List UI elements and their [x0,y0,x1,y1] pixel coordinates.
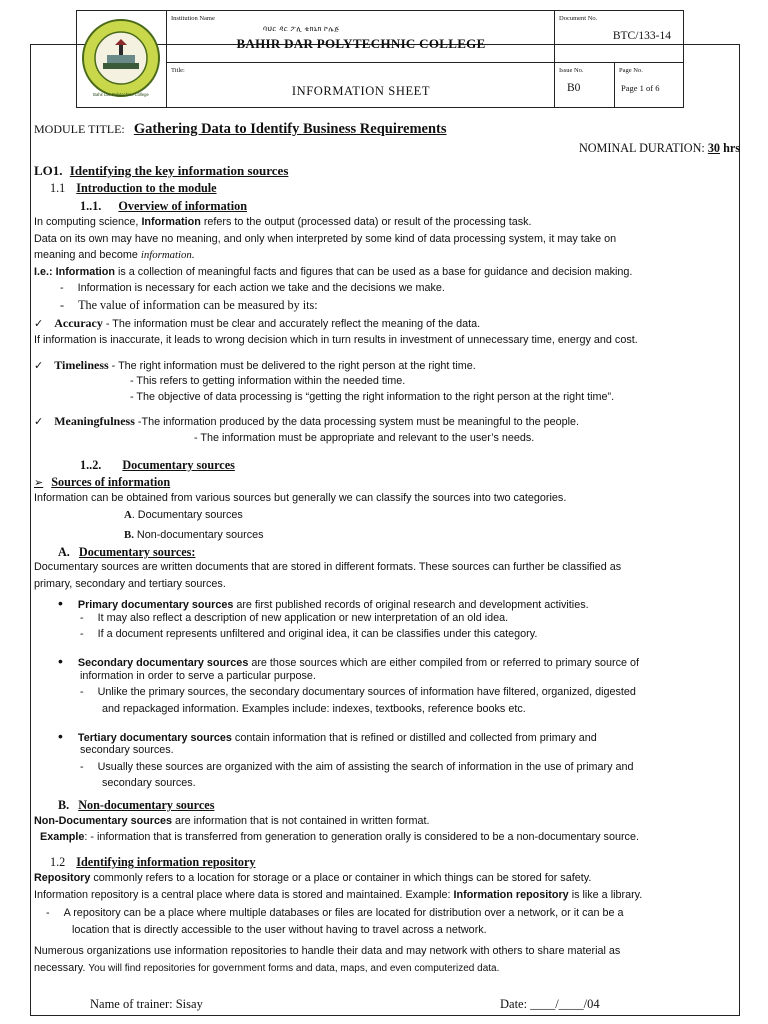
logo-cell [77,11,167,107]
letter: B. [58,798,70,812]
section-1-1-1-title: Overview of information [118,199,247,213]
duration-value: 30 [707,141,721,155]
title-cell [167,63,555,107]
term: Information repository [453,889,569,901]
title: Non-documentary sources [78,798,215,812]
paragraph [34,814,429,828]
documentary-heading [58,544,195,560]
module-title: Gathering Data to Identify Business Requirements [133,121,447,137]
dash-item: - Information is necessary for each action we take and the decisions we make. [60,281,445,295]
text: information. [140,249,195,261]
text: is a collection of meaningful facts and figures that can be used as a base for guidance and decision making. [118,266,633,278]
section-1-1-2-heading [80,457,235,473]
issue-label: Issue No. [559,67,584,74]
text: contain information that is refined or distilled and collected from primary and [234,732,597,744]
sub-point: - The information must be appropriate and relevant to the user’s needs. [194,432,535,444]
document-number-cell [555,11,683,63]
section-1-1-heading [50,180,217,196]
college-name: BAHIR DAR POLYTECHNIC COLLEGE [236,36,486,51]
paragraph: secondary sources. [80,744,174,756]
paragraph: Numerous organizations use information repositories to handle their data and may network with others to share material as [34,945,621,957]
term: Example [40,831,85,843]
paragraph [34,248,195,262]
duration-unit: hrs [723,141,740,155]
letter: A. [58,545,70,559]
section-number: 1..2. [80,458,102,472]
text: : - information that is transferred from generation to generation orally is considered to be a non-documentary source. [84,831,639,843]
text: is like a library. [571,889,643,901]
paragraph: Information can be obtained from various sources but generally we can classify the sources into two categories. [34,492,567,504]
section-title: Documentary sources [122,458,235,472]
document-header [76,10,684,108]
trainer-label: Name of trainer: [90,997,173,1011]
trainer-row [90,996,203,1013]
term: Accuracy [54,316,103,330]
trainer-name: Sisay [175,997,203,1011]
text: . Documentary sources [131,509,243,521]
text: You will find repositories for government forms and data, maps, and even computerized data. [88,963,500,974]
term: Timeliness [54,358,109,372]
section-1-2-heading [50,854,255,870]
paragraph: Documentary sources are written documents that are stored in different formats. These sources can further be classified as [34,561,622,573]
text: commonly refers to a location for storage or a place or container in which things can be stored for safety. [93,872,592,884]
text: refers to the output (processed data) or result of the processing task. [203,216,532,228]
sheet-title: INFORMATION SHEET [291,84,431,98]
module-label: MODULE TITLE: [34,122,125,136]
issue-no: B0 [567,82,581,94]
lo1-number: LO1. [34,163,63,178]
text: -The information produced by the data processing system must be meaningful to the people. [137,416,580,428]
sources-heading: ➢ Sources of information [34,474,170,491]
check-item [34,358,476,374]
paragraph [34,888,642,902]
paragraph: If information is inaccurate, it leads to wrong decision which in turn results in investment of unnecessary time, energy and cost. [34,334,638,346]
paragraph: location that is directly accessible to the user without having to travel across a network. [72,924,487,936]
dash-item: - Unlike the primary sources, the secondary documentary sources of information have filtered, organized, digested [80,685,636,699]
text: Information repository is a central place where data is stored and maintained. Example: [34,889,451,901]
sub-point: - The objective of data processing is “getting the right information to the right person at the right time”. [130,391,615,403]
doc-no: BTC/133-14 [612,30,671,42]
text: meaning and become [34,249,138,261]
term: Secondary documentary sources [77,657,249,669]
paragraph: secondary sources. [102,777,196,789]
bullet-item [58,652,639,670]
term: Meaningfulness [54,414,135,428]
check-item [34,414,579,430]
sub-point: - This refers to getting information within the needed time. [130,375,406,387]
paragraph [40,830,639,844]
dash-item: - If a document represents unfiltered and original idea, it can be classifies under this category. [80,627,537,641]
term: Repository [34,872,91,884]
text: are first published records of original research and development activities. [236,599,589,611]
text: are those sources which are either compiled from or referred to primary source of [251,657,639,669]
title: Documentary sources: [78,545,196,559]
paragraph: Data on its own may have no meaning, and only when interpreted by some kind of data processing system, it may take on [34,233,617,245]
text: Non-documentary sources [136,529,264,541]
category-item [124,508,243,522]
amharic-name: ባህር ዳር ፖሊ ቴክኒክ ኮሌጅ [263,25,340,33]
term: I.e.: [34,266,53,278]
dash-item: - The value of information can be measured by its: [60,297,318,313]
date-row [500,996,600,1013]
paragraph [34,215,532,229]
section-1-1-title: Introduction to the module [76,181,217,195]
dash-item: - A repository can be a place where multiple databases or files are located for distribution over a network, or it can be a [46,906,624,920]
paragraph [34,265,632,279]
section-1-1-1-number: 1..1. [80,199,102,213]
dash-item: - It may also reflect a description of new application or new interpretation of an old idea. [80,611,508,625]
term: Information [141,216,201,228]
module-title-row [34,120,447,139]
text: are information that is not contained in written format. [175,815,430,827]
paragraph: and repackaged information. Examples include: indexes, textbooks, reference books etc. [102,703,526,715]
text: - The information must be clear and accurately reflect the meaning of the data. [105,318,481,330]
date-value: ____/____/04 [530,997,600,1011]
term: Tertiary documentary sources [77,732,232,744]
college-logo [77,11,165,105]
letter: B. [124,529,134,541]
term: Information [55,266,115,278]
dash-item: - Usually these sources are organized with the aim of assisting the search of information in the use of primary and [80,760,634,774]
non-documentary-heading [58,797,214,813]
page-label: Page No. [619,67,643,74]
paragraph [34,961,499,975]
page-no: Page 1 of 6 [621,83,660,93]
term: Primary documentary sources [77,599,234,611]
letter: A [124,509,132,521]
section-title: Identifying information repository [76,855,256,869]
duration-label: NOMINAL DURATION: [578,141,705,155]
check-item [34,316,480,332]
logo-ring-text: Bahir Dar Polytechnic College [93,92,149,97]
title-label: Title: [171,67,185,74]
paragraph: information in order to serve a particular purpose. [80,670,316,682]
duration-row [579,140,740,156]
section-1-1-number: 1.1 [50,181,66,195]
text: - The right information must be delivered to the right person at the right time. [111,360,476,372]
date-label: Date: [500,997,528,1011]
paragraph [34,871,591,885]
lo1-title: Identifying the key information sources [69,163,289,178]
section-number: 1.2 [50,855,66,869]
category-item [124,528,264,542]
section-1-1-1-heading [80,198,247,214]
paragraph: primary, secondary and tertiary sources. [34,578,226,590]
term: Non-Documentary sources [34,815,172,827]
page-cell [615,63,683,107]
text: In computing science, [34,216,139,228]
bullet-item [58,594,589,612]
institution-label: Institution Name [171,15,215,22]
doc-no-label: Document No. [559,15,598,22]
issue-cell [555,63,615,107]
text: necessary. [34,962,86,974]
lo1-heading [34,162,288,179]
institution-cell [167,11,555,63]
